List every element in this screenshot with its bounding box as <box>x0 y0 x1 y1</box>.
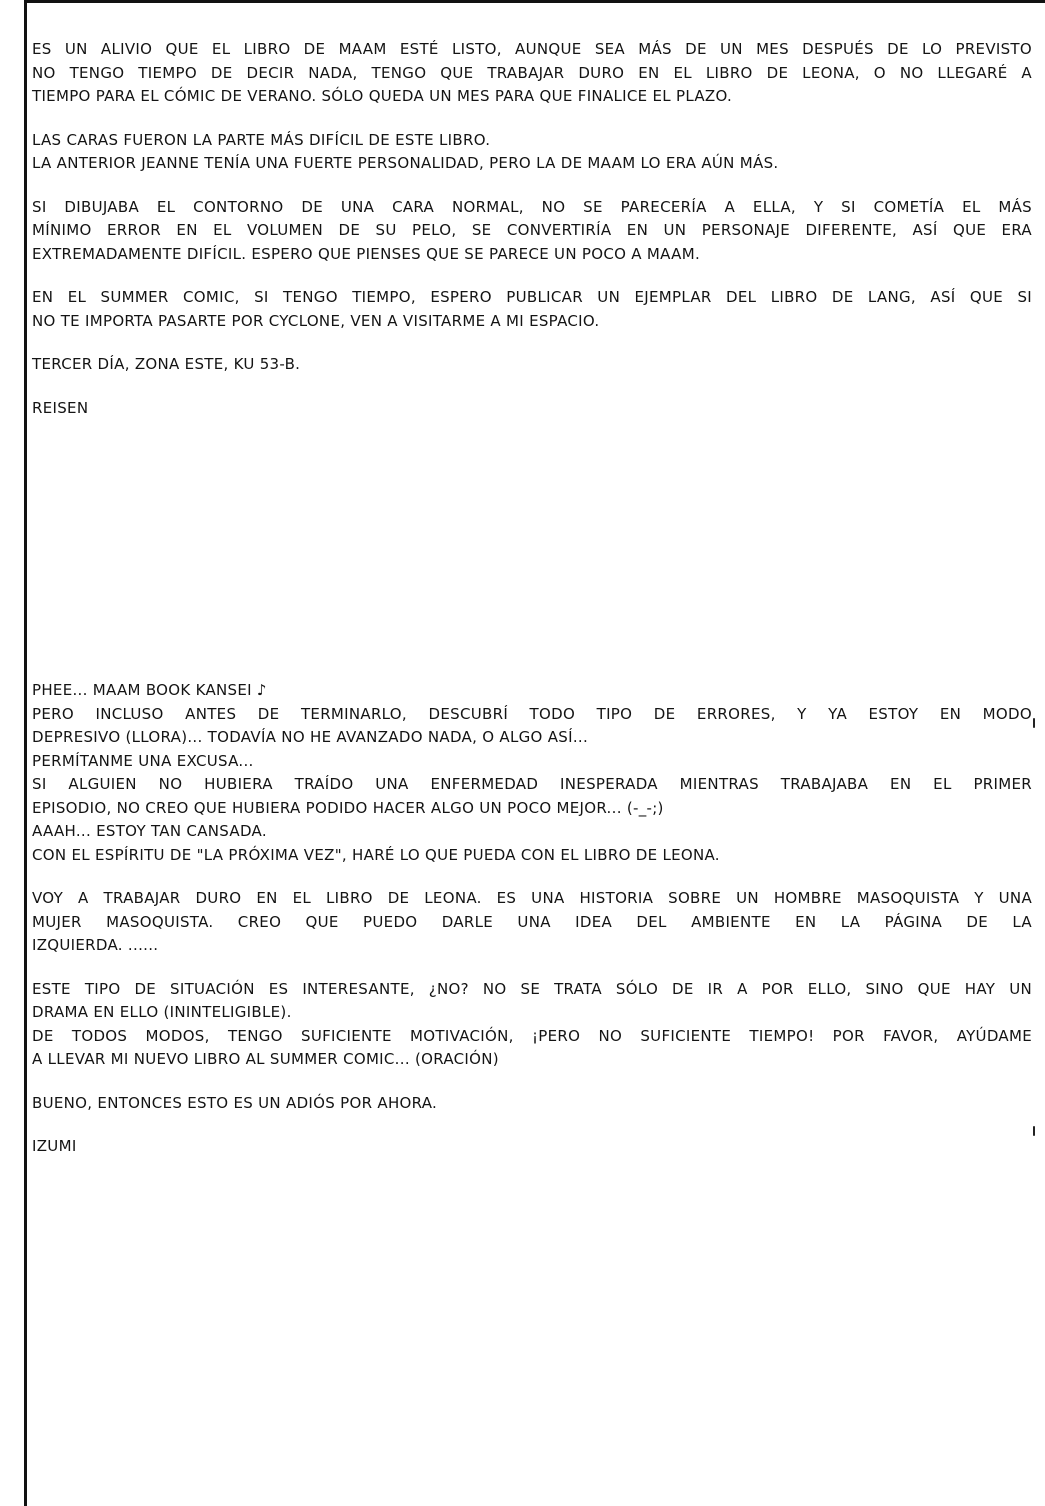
paragraph <box>32 353 1032 377</box>
text-line: SI DIBUJABA EL CONTORNO DE UNA CARA NORMAL, NO SE PARECERÍA A ELLA, Y SI COMETÍA EL MÁS <box>32 197 1032 216</box>
page-frame-top-border <box>26 0 1045 3</box>
text-line: PERMÍTANME UNA EXCUSA... <box>32 751 254 770</box>
text-line: NO TENGO TIEMPO DE DECIR NADA, TENGO QUE TRABAJAR DURO EN EL LIBRO DE LEONA, O NO LLEGARÉ A <box>32 63 1032 82</box>
paragraph <box>32 129 1032 176</box>
text-line: TERCER DÍA, ZONA ESTE, KU 53-B. <box>32 355 301 373</box>
text-line: DE TODOS MODOS, TENGO SUFICIENTE MOTIVACIÓN, ¡PERO NO SUFICIENTE TIEMPO! POR FAVOR, AYÚDAME <box>32 1026 1032 1045</box>
text-line: LAS CARAS FUERON LA PARTE MÁS DIFÍCIL DE ESTE LIBRO. <box>32 130 491 149</box>
signature-izumi: IZUMI <box>32 1137 77 1155</box>
afterword-izumi <box>32 679 1032 1159</box>
scan-mark <box>1033 1126 1035 1136</box>
text-line: EXTREMADAMENTE DIFÍCIL. ESPERO QUE PIENSES QUE SE PARECE UN POCO A MAAM. <box>32 244 701 263</box>
text-line: ES UN ALIVIO QUE EL LIBRO DE MAAM ESTÉ LISTO, AUNQUE SEA MÁS DE UN MES DESPUÉS DE LO PREVISTO <box>32 40 1032 58</box>
page-frame-left-border <box>24 0 27 1506</box>
text-line: DRAMA EN ELLO (ININTELIGIBLE). <box>32 1003 292 1021</box>
text-line: BUENO, ENTONCES ESTO ES UN ADIÓS POR AHORA. <box>32 1093 438 1112</box>
text-line: VOY A TRABAJAR DURO EN EL LIBRO DE LEONA. ES UNA HISTORIA SOBRE UN HOMBRE MASOQUISTA Y UNA <box>32 889 1032 907</box>
text-line: A LLEVAR MI NUEVO LIBRO AL SUMMER COMIC... (ORACIÓN) <box>32 1050 499 1068</box>
paragraph <box>32 196 1032 267</box>
signature-reisen: REISEN <box>32 398 89 417</box>
text-line: EN EL SUMMER COMIC, SI TENGO TIEMPO, ESPERO PUBLICAR UN EJEMPLAR DEL LIBRO DE LANG, ASÍ QUE SI <box>32 288 1032 306</box>
paragraph <box>32 978 1032 1072</box>
text-line: MÍNIMO ERROR EN EL VOLUMEN DE SU PELO, SE CONVERTIRÍA EN UN PERSONAJE DIFERENTE, ASÍ QUE ERA <box>32 221 1032 239</box>
text-line: AAAH... ESTOY TAN CANSADA. <box>32 822 267 840</box>
text-line: PERO INCLUSO ANTES DE TERMINARLO, DESCUBRÍ TODO TIPO DE ERRORES, Y YA ESTOY EN MODO <box>32 704 1032 723</box>
text-line: PHEE... MAAM BOOK KANSEI ♪ <box>32 681 267 699</box>
text-line: SI ALGUIEN NO HUBIERA TRAÍDO UNA ENFERMEDAD INESPERADA MIENTRAS TRABAJABA EN EL PRIMER <box>32 775 1032 793</box>
paragraph <box>32 1092 1032 1116</box>
text-line: MUJER MASOQUISTA. CREO QUE PUEDO DARLE UNA IDEA DEL AMBIENTE EN LA PÁGINA DE LA <box>32 912 1032 931</box>
text-line: NO TE IMPORTA PASARTE POR CYCLONE, VEN A VISITARME A MI ESPACIO. <box>32 311 600 330</box>
paragraph <box>32 38 1032 109</box>
text-line: LA ANTERIOR JEANNE TENÍA UNA FUERTE PERSONALIDAD, PERO LA DE MAAM LO ERA AÚN MÁS. <box>32 154 779 172</box>
text-line: CON EL ESPÍRITU DE "LA PRÓXIMA VEZ", HARÉ LO QUE PUEDA CON EL LIBRO DE LEONA. <box>32 845 720 864</box>
paragraph <box>32 887 1032 958</box>
text-line: IZQUIERDA. ...... <box>32 936 159 954</box>
afterword-reisen <box>32 38 1032 420</box>
text-line: TIEMPO PARA EL CÓMIC DE VERANO. SÓLO QUEDA UN MES PARA QUE FINALICE EL PLAZO. <box>32 87 733 105</box>
text-line: DEPRESIVO (LLORA)... TODAVÍA NO HE AVANZADO NADA, O ALGO ASÍ... <box>32 728 589 746</box>
paragraph <box>32 679 1032 867</box>
text-line: EPISODIO, NO CREO QUE HUBIERA PODIDO HACER ALGO UN POCO MEJOR... (-_-;) <box>32 798 664 817</box>
text-line: ESTE TIPO DE SITUACIÓN ES INTERESANTE, ¿NO? NO SE TRATA SÓLO DE IR A POR ELLO, SINO QUE HAY UN <box>32 979 1032 998</box>
paragraph <box>32 286 1032 333</box>
scan-mark <box>1033 718 1035 728</box>
